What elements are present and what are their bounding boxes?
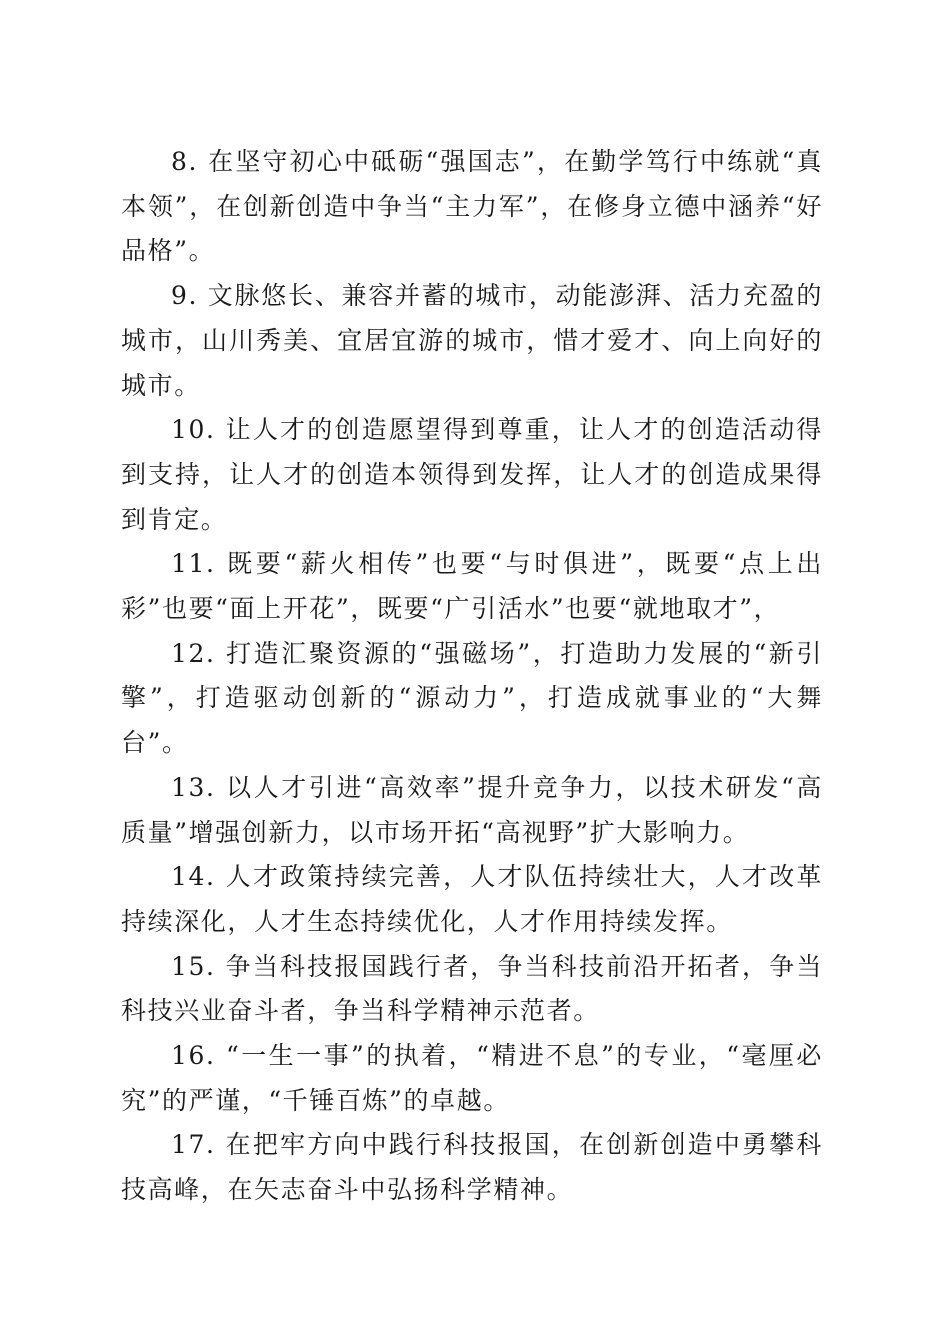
paragraph-11: 11. 既要“薪火相传”也要“与时俱进”，既要“点上出彩”也要“面上开花”，既要“广引活水”也要“就地取才”， [121, 549, 823, 624]
document-body [121, 140, 823, 1213]
paragraph-17: 17. 在把牢方向中践行科技报国，在创新创造中勇攀科技高峰，在矢志奋斗中弘扬科学精神。 [121, 1130, 823, 1205]
paragraph-13: 13. 以人才引进“高效率”提升竞争力，以技术研发“高质量”增强创新力，以市场开拓“高视野”扩大影响力。 [121, 772, 823, 847]
paragraph-14: 14. 人才政策持续完善，人才队伍持续壮大，人才改革持续深化，人才生态持续优化，人才作用持续发挥。 [121, 862, 823, 936]
paragraph-8: 8. 在坚守初心中砥砺“强国志”，在勤学笃行中练就“真本领”，在创新创造中争当“主力军”，在修身立德中涵养“好品格”。 [121, 147, 823, 266]
paragraph-10: 10. 让人才的创造愿望得到尊重，让人才的创造活动得到支持，让人才的创造本领得到发挥，让人才的创造成果得到肯定。 [121, 415, 823, 534]
paragraph-15: 15. 争当科技报国践行者，争当科技前沿开拓者，争当科技兴业奋斗者，争当科学精神示范者。 [121, 951, 823, 1026]
paragraph-12: 12. 打造汇聚资源的“强磁场”，打造助力发展的“新引擎”，打造驱动创新的“源动力”，打造成就事业的“大舞台”。 [121, 638, 823, 758]
paragraph-16: 16. “一生一事”的执着，“精进不息”的专业，“毫厘必究”的严谨，“千锤百炼”的卓越。 [121, 1041, 823, 1115]
paragraph-9: 9. 文脉悠长、兼容并蓄的城市，动能澎湃、活力充盈的城市，山川秀美、宜居宜游的城市，惜才爱才、向上向好的城市。 [121, 281, 823, 400]
